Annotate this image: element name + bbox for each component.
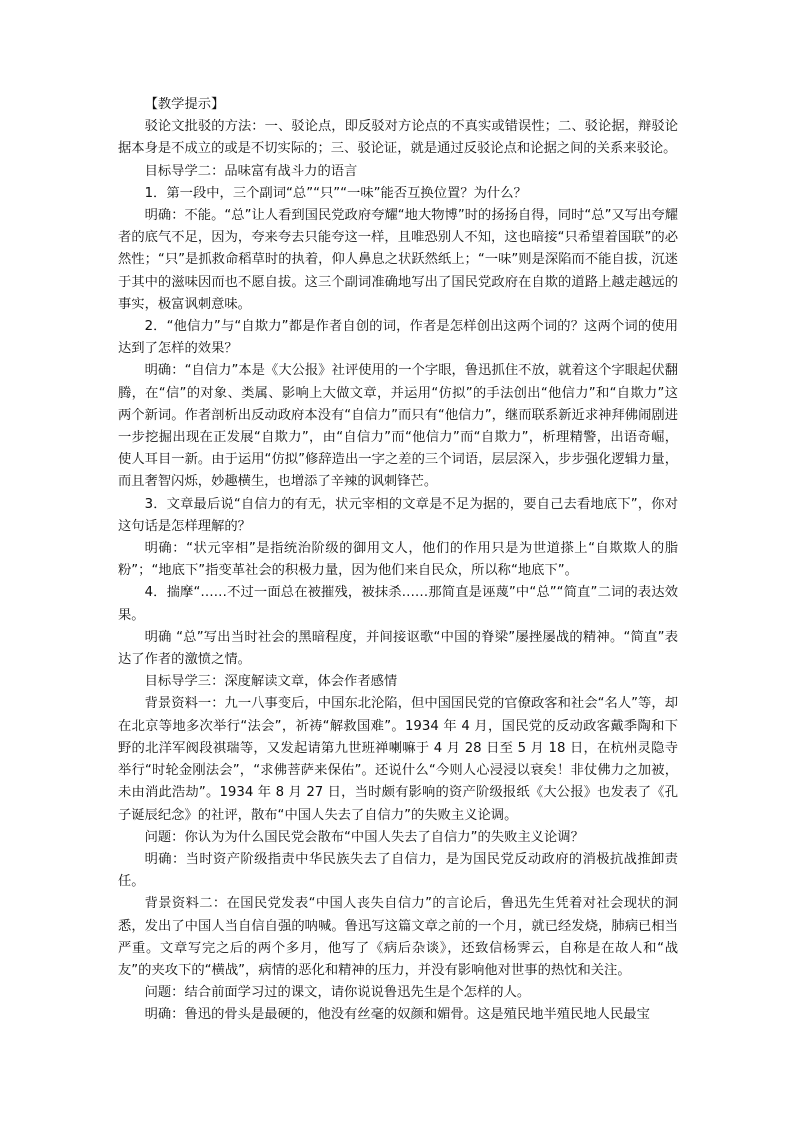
paragraph: 驳论文批驳的方法：一、驳论点，即反驳对方论点的不真实或错误性；二、驳论据，辩驳论据本身是不成立的或是不切实际的；三、驳论证，就是通过反驳论点和论据之间的关系来驳论。 bbox=[118, 119, 678, 157]
background-material-1: 背景资料一：九一八事变后，中国东北沦陷，但中国国民党的官僚政客和社会“名人”等，却在北京等地多次举行“法会”，祈祷“解救国难”。1934 年 4 月，国民党的反动政客戴季陶和下野的北洋军阀段祺瑞等，又发起请第九世班禅喇嘛于 4 月 28 日至 5 月 18 日，在杭州灵隐寺举行“时轮金刚法会”，“求佛菩萨来保佑”。还说什么“今则人心浸浸以衰矣！非仗佛力之加被，未由消此浩劫”。1934 年 8 月 27 日，当时颇有影响的资产阶级报纸《大公报》也发表了《孔子诞辰纪念》的社评，散布“中国人失去了自信力”的失败主义论调。 bbox=[118, 696, 678, 823]
section-heading-goal-2: 目标导学二：品味富有战斗力的语言 bbox=[144, 163, 358, 179]
document-page bbox=[118, 94, 678, 1027]
question-6: 问题：结合前面学习过的课文，请你说说鲁迅先生是个怎样的人。 bbox=[144, 985, 531, 1001]
question-1: 1．第一段中，三个副词“总”“只”“一味”能否互换位置？为什么？ bbox=[144, 185, 527, 201]
question-3: 3．文章最后说“自信力的有无，状元宰相的文章是不足为据的，要自己去看地底下”，你对这句话是怎样理解的？ bbox=[118, 496, 678, 534]
answer-4: 明确 “总”写出当时社会的黑暗程度，并间接讴歌“中国的脊梁”屡挫屡战的精神。“简直”表达了作者的激愤之情。 bbox=[118, 629, 678, 668]
background-material-2: 背景资料二：在国民党发表“中国人丧失自信力”的言论后，鲁迅先生凭着对社会现状的洞悉，发出了中国人当自信自强的呐喊。鲁迅写这篇文章之前的一个月，就已经发烧，肺病已相当严重。文章写完之后的两个多月，他写了《病后杂谈》，还致信杨霁云，自称是在故人和“战友”的夹攻下的“横战”，病情的恶化和精神的压力，并没有影响他对世事的热忱和关注。 bbox=[118, 896, 678, 978]
section-heading-goal-3: 目标导学三：深度解读文章，体会作者感情 bbox=[144, 674, 398, 690]
teaching-tip-heading: 【教学提示】 bbox=[144, 97, 225, 112]
answer-1: 明确：不能。“总”让人看到国民党政府夸耀“地大物博”时的扬扬自得，同时“总”又写出夸耀者的底气不足，因为，夸来夸去只能夸这一样，且唯恐别人不知，这也暗接“只希望着国联”的必然性；“只”是抓救命稻草时的执着，仰人鼻息之状跃然纸上；“一味”则是深陷而不能自拔，沉迷于其中的滋味因而也不愿自拔。这三个副词准确地写出了国民党政府在自欺的道路上越走越远的事实，极富讽刺意味。 bbox=[118, 208, 678, 312]
answer-5: 明确：当时资产阶级指责中华民族失去了自信力，是为国民党反动政府的消极抗战推卸责任。 bbox=[118, 851, 678, 890]
answer-2: 明确：“自信力”本是《大公报》社评使用的一个字眼，鲁迅抓住不放，就着这个字眼起伏翻腾，在“信”的对象、类属、影响上大做文章，并运用“仿拟”的手法创出“他信力”和“自欺力”这两个新词。作者剖析出反动政府本没有“自信力”而只有“他信力”，继而联系新近求神拜佛闹剧进一步挖掘出现在正发展“自欺力”，由“自信力”而“他信力”而“自欺力”，析理精警，出语奇崛，使人耳目一新。由于运用“仿拟”修辞造出一字之差的三个词语，层层深入，步步强化逻辑力量，而且奢智闪烁，妙趣横生，也增添了辛辣的讽刺锋芒。 bbox=[118, 363, 678, 490]
answer-6: 明确：鲁迅的骨头是最硬的，他没有丝毫的奴颜和媚骨。这是殖民地半殖民地人民最宝 bbox=[144, 1007, 650, 1023]
question-4: 4．揣摩“……不过一面总在被摧残，被抹杀……那简直是诬蔑”中“总”“简直”二词的表达效果。 bbox=[118, 585, 678, 623]
answer-3: 明确：“状元宰相”是指统治阶级的御用文人，他们的作用只是为世道搽上“自欺欺人的脂粉”；“地底下”指变革社会的积极力量，因为他们来自民众，所以称“地底下”。 bbox=[118, 541, 678, 579]
question-5: 问题：你认为为什么国民党会散布“中国人失去了自信力”的失败主义论调？ bbox=[144, 829, 584, 845]
question-2: 2．“他信力”与“自欺力”都是作者自创的词，作者是怎样创出这两个词的？这两个词的使用达到了怎样的效果？ bbox=[118, 319, 678, 357]
